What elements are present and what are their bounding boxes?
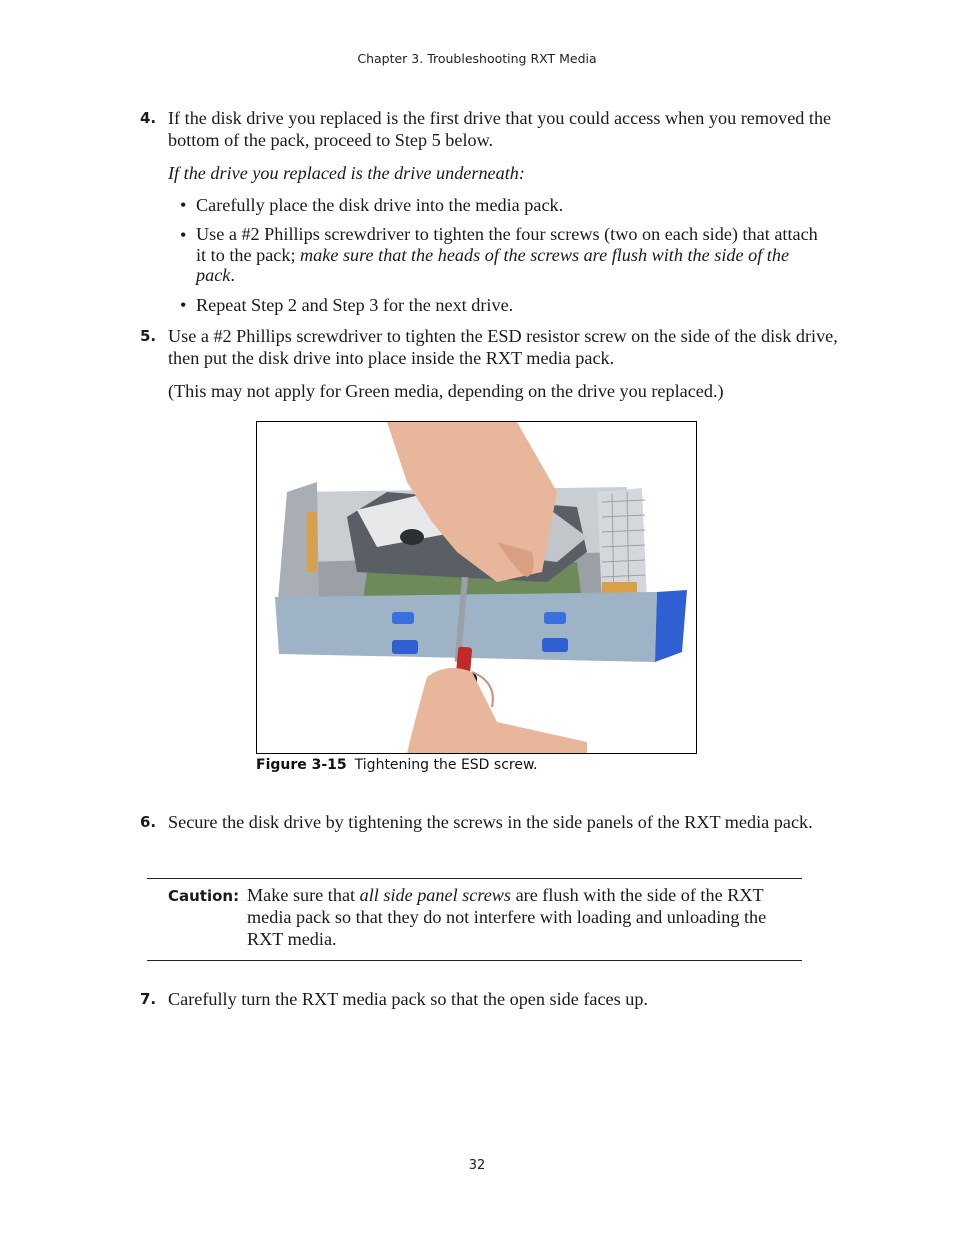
running-header: Chapter 3. Troubleshooting RXT Media	[357, 51, 597, 66]
drive-spindle	[400, 529, 424, 545]
step-text: If the disk drive you replaced is the first drive that you could access when you removed the bottom of the pack, proceed to Step 5 below.	[168, 108, 832, 150]
step-5-note: (This may not apply for Green media, depending on the drive you replaced.)	[168, 381, 724, 401]
caution-text-emphasis: all side panel screws	[359, 885, 512, 905]
step-number: 4.	[140, 109, 157, 127]
step-number: 7.	[140, 990, 157, 1008]
bullet-text-emphasis: make sure that the heads of the screws are flush with the side of the pack	[196, 244, 790, 285]
step-text: Carefully turn the RXT media pack so that the open side faces up.	[168, 989, 648, 1009]
ribbon-cable	[307, 512, 317, 572]
caution-text-end: are flush with the side of the RXT media pack so that they do not interfere with loading and unloading the RXT media.	[247, 885, 767, 949]
page-number: 32	[468, 1158, 486, 1173]
step-text: Secure the disk drive by tightening the screws in the side panels of the RXT media pack.	[168, 812, 813, 832]
bullet-dot: •	[180, 195, 187, 215]
bullet-text: Repeat Step 2 and Step 3 for the next drive.	[196, 295, 514, 315]
enclosure-blue-edge	[655, 590, 687, 662]
caution-text-plain: Make sure that	[247, 885, 360, 905]
step-text: Use a #2 Phillips screwdriver to tighten the ESD resistor screw on the side of the disk drive, then put the disk drive into place inside the RXT media pack.	[168, 326, 838, 368]
photo-illustration	[257, 422, 696, 753]
bullet-text: Carefully place the disk drive into the media pack.	[196, 195, 564, 215]
step-number: 5.	[140, 327, 157, 345]
hand-bottom	[407, 668, 587, 753]
figure-label: Figure 3-15	[256, 757, 347, 773]
caution-rule-top	[147, 878, 802, 879]
right-ribbon-cable	[602, 582, 637, 594]
front-clip-right	[542, 638, 568, 652]
bullet-text-plain: Use a #2 Phillips screwdriver to tighten the four screws (two on each side) that attach it to the pack;	[196, 224, 818, 265]
step-number: 6.	[140, 813, 157, 831]
bullet-text	[196, 224, 826, 286]
figure-caption	[256, 757, 538, 773]
step-4-note: If the drive you replaced is the drive underneath:	[168, 163, 525, 183]
figure-photo	[256, 421, 697, 754]
caution-label: Caution:	[168, 887, 240, 905]
caution-text	[247, 884, 787, 950]
front-clip-upper-right	[544, 612, 566, 624]
front-clip-left	[392, 640, 418, 654]
bullet-dot: •	[180, 225, 187, 245]
bullet-dot: •	[180, 295, 187, 315]
caution-rule-bottom	[147, 960, 802, 961]
bullet-text-end: .	[230, 265, 235, 285]
front-clip-upper-left	[392, 612, 414, 624]
figure-caption-text: Tightening the ESD screw.	[354, 757, 538, 773]
